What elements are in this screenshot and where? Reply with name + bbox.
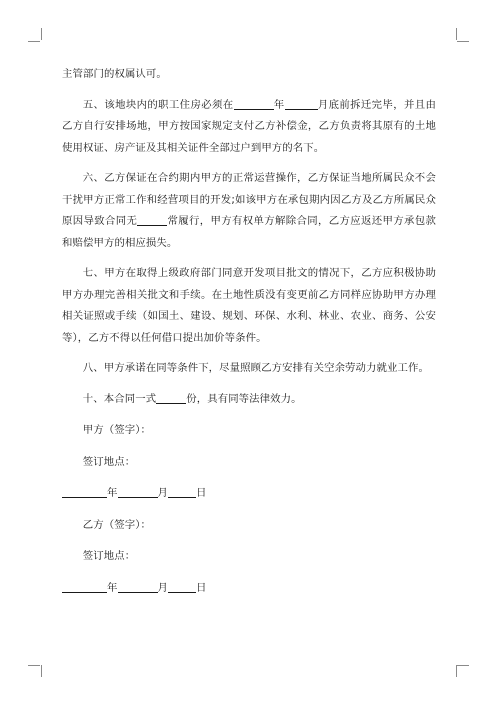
party-b-date-line	[62, 578, 436, 600]
clause-8: 八、甲方承诺在同等条件下，尽量照顾乙方安排有关空余劳动力就业工作。	[82, 362, 429, 374]
party-a-sign-place-label: 签订地点：	[82, 455, 136, 468]
clause-7: 七、甲方在取得上级政府部门同意开发项目批文的情况下，乙方应积极协助甲方办理完善相关批文和手续。在土地性质没有变更前乙方同样应协助甲方办理相关证照或手续（如国土、建设、规划、环保、水利、林业、农业、商务、公安等），乙方不得以任何借口提出加价等条件。	[62, 267, 436, 344]
party-a-signature-label: 甲方（签字）：	[82, 424, 152, 436]
clause-10	[62, 389, 436, 411]
crop-mark-top-right	[456, 28, 470, 42]
clause-5-text-c: 月底前拆迁完毕，并且由乙方自行安排场地，甲方按国家规定支付乙方补偿金，乙方负责将其原有的土地使用权证、房产证及其相关证件全部过户到甲方的名下。	[62, 98, 436, 154]
clause-6	[62, 168, 436, 254]
party-b-day-label: 日	[196, 581, 207, 594]
party-b-month-blank	[118, 580, 158, 593]
paragraph-continuation: 主管部门的权属认可。	[62, 68, 167, 80]
party-b-month-label: 月	[157, 581, 168, 594]
party-a-day-blank	[168, 485, 196, 498]
clause-10-text-b: 份，具有同等法律效力。	[186, 392, 302, 405]
clause-5	[62, 95, 436, 160]
party-a-day-label: 日	[196, 487, 207, 499]
clause-6-text-a: 六、乙方保证在合约期内甲方的正常运营操作，乙方保证当地所属民众不会干扰甲方正常工作和经营项目的开发;如该甲方在承包期内因乙方及乙方所属民众原因导致合同无	[62, 172, 436, 227]
month-blank	[285, 97, 318, 110]
clause-6-text-b: 常履行，甲方有权单方解除合同，乙方应返还甲方承包款和赔偿甲方的相应损失。	[62, 215, 436, 249]
party-a-date-line	[62, 483, 436, 505]
party-b-year-blank	[62, 580, 107, 593]
crop-mark-top-left	[28, 28, 42, 42]
party-a-month-label: 月	[157, 487, 168, 499]
crop-mark-bottom-left	[28, 665, 42, 679]
party-b-signature-label: 乙方（签字）：	[82, 518, 152, 531]
clause-5-year-label: 年	[273, 98, 285, 111]
clause-5-text-a: 五、该地块内的职工住房必须在	[82, 98, 234, 111]
crop-mark-bottom-right	[456, 665, 470, 679]
party-b-year-label: 年	[107, 581, 118, 594]
party-a-year-label: 年	[107, 487, 118, 499]
copies-blank	[156, 391, 186, 404]
party-a-year-blank	[62, 485, 107, 498]
clause-6-blank	[137, 213, 167, 226]
party-b-sign-place-label: 签订地点：	[82, 550, 136, 562]
party-b-day-blank	[168, 580, 196, 593]
year-blank	[234, 97, 274, 110]
document-body	[62, 64, 436, 609]
party-a-month-blank	[118, 485, 158, 498]
clause-10-text-a: 十、本合同一式	[82, 392, 157, 405]
